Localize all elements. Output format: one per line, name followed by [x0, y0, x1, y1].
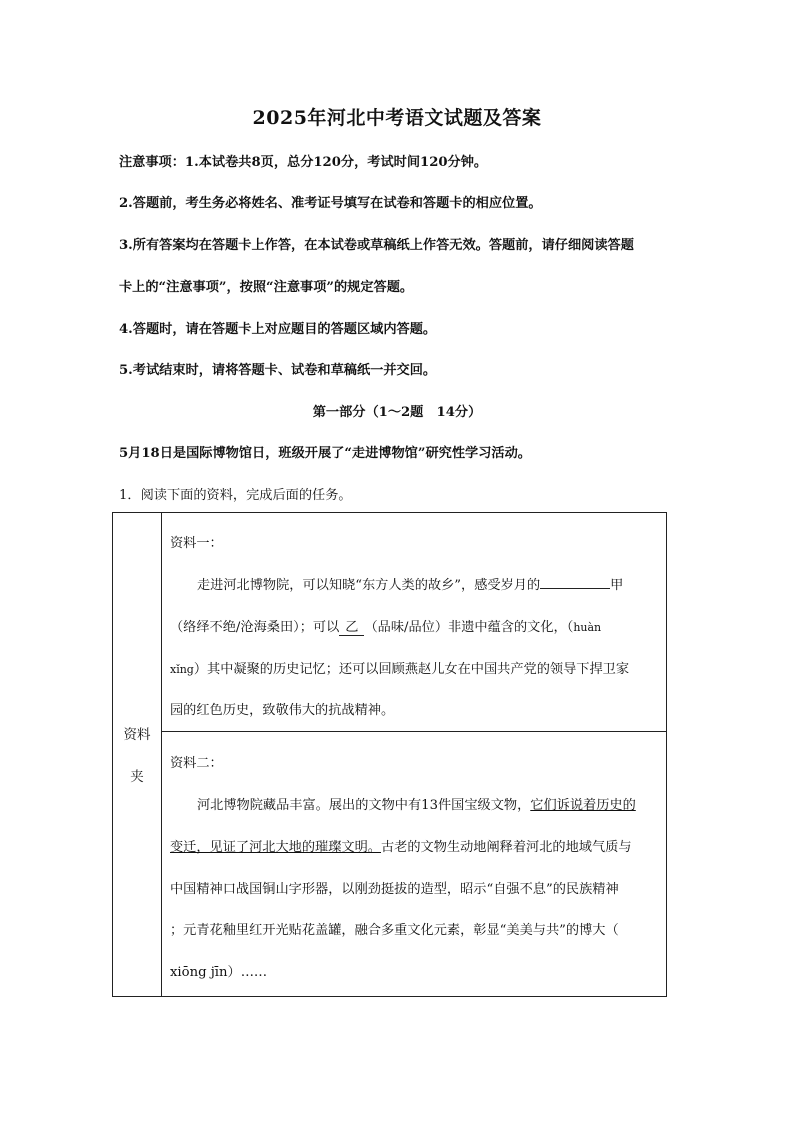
underlined-sentence-start: 它们诉说着历史的 — [530, 798, 636, 813]
material-2-line-5: xiōng jīn）…… — [170, 965, 268, 980]
intro-text: 5月18日是国际博物馆日，班级开展了“走进博物馆”研究性学习活动。 — [119, 446, 531, 461]
material-1-line-1 — [197, 574, 623, 593]
material-1-line-3 — [170, 658, 629, 677]
section-heading: 第一部分（1～2题 14分） — [312, 405, 482, 420]
materials-table — [112, 512, 667, 997]
side-label-1: 资料 — [123, 727, 151, 743]
notes-line-2: 2.答题前，考生务必将姓名、准考证号填写在试卷和答题卡的相应位置。 — [119, 196, 542, 211]
side-label-column — [113, 513, 162, 996]
notes-line-4: 卡上的“注意事项”，按照“注意事项”的规定答题。 — [119, 280, 414, 295]
material-2-line-2 — [170, 836, 632, 855]
material-1-line-2-mid: （品味/品位）非遗中蕴含的文化，（ — [364, 620, 574, 635]
blank-jia — [540, 575, 610, 589]
page-title: 2025年河北中考语文试题及答案 — [252, 107, 542, 129]
notes-line-6: 5.考试结束时，请将答题卡、试卷和草稿纸一并交回。 — [119, 363, 437, 378]
material-2-line-3: 中国精神口战国铜山字形器，以刚劲挺拔的造型，昭示“自强不息”的民族精神 — [170, 882, 619, 897]
material-1-heading: 资料一： — [170, 536, 223, 551]
pinyin-xing: xǐng — [170, 663, 194, 676]
blank-yi: 乙 — [339, 616, 364, 636]
material-1-line-2-text: （络绎不绝/沧海桑田）；可以 — [170, 620, 340, 635]
notes-line-1: 注意事项：1.本试卷共8页，总分120分，考试时间120分钟。 — [119, 155, 488, 170]
material-1-line-3-text: ）其中凝聚的历史记忆；还可以回顾燕赵儿女在中国共产党的领导下捍卫家 — [193, 662, 630, 677]
material-2-heading: 资料二： — [170, 756, 223, 771]
material-2-line-1-text: 河北博物院藏品丰富。展出的文物中有13件国宝级文物， — [197, 798, 531, 813]
row-divider — [161, 731, 666, 732]
material-1-line-2 — [170, 616, 601, 636]
material-2-line-2-text: 古老的文物生动地阐释着河北的地域气质与 — [381, 840, 632, 855]
material-2-line-1 — [197, 794, 636, 813]
notes-line-3: 3.所有答案均在答题卡上作答，在本试卷或草稿纸上作答无效。答题前，请仔细阅读答题 — [119, 238, 634, 253]
side-label-2: 夹 — [130, 769, 144, 785]
material-1-line-1-text: 走进河北博物院，可以知晓“东方人类的故乡”，感受岁月的 — [197, 578, 541, 593]
underlined-sentence-end: 变迁，见证了河北大地的璀璨文明。 — [170, 840, 381, 855]
material-1-line-4: 园的红色历史，致敬伟大的抗战精神。 — [170, 703, 395, 718]
question-1: 1．阅读下面的资料，完成后面的任务。 — [119, 488, 352, 503]
notes-line-5: 4.答题时，请在答题卡上对应题目的答题区域内答题。 — [119, 322, 437, 337]
blank-jia-label: 甲 — [610, 578, 624, 593]
material-2-line-4: ；元青花釉里红开光贴花盖罐，融合多重文化元素，彰显“美美与共”的博大（ — [170, 923, 619, 938]
pinyin-huan: huàn — [573, 621, 602, 634]
